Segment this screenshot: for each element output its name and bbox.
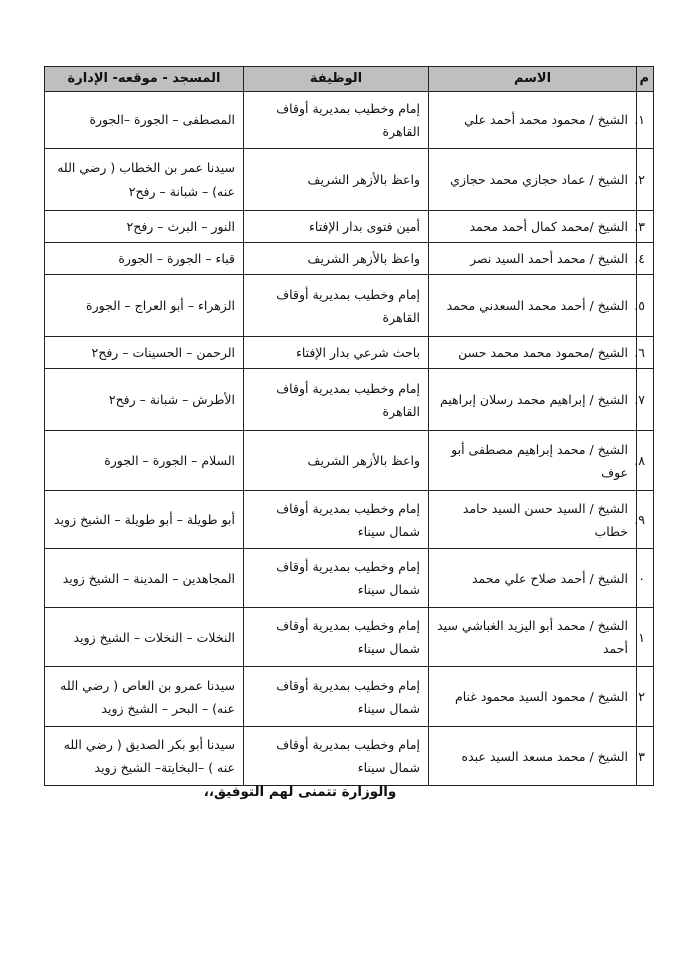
row-name: الشيخ / محمد مسعد السيد عبده bbox=[429, 727, 637, 786]
row-number: ٦. bbox=[637, 337, 654, 369]
table-row bbox=[45, 549, 654, 608]
header-num: م bbox=[637, 67, 654, 92]
row-place: الرحمن – الحسينات – رفح٢ bbox=[45, 337, 244, 369]
row-number: ١ bbox=[637, 608, 654, 667]
row-name: الشيخ / إبراهيم محمد رسلان إبراهيم bbox=[429, 369, 637, 431]
table-row bbox=[45, 491, 654, 549]
row-number: ٩. bbox=[637, 491, 654, 549]
row-name: الشيخ / عماد حجازي محمد حجازي bbox=[429, 149, 637, 211]
row-number: ٢ bbox=[637, 667, 654, 727]
row-number: ١. bbox=[637, 92, 654, 149]
table-row bbox=[45, 667, 654, 727]
table-row bbox=[45, 92, 654, 149]
row-job: إمام وخطيب بمديرية أوقاف شمال سيناء bbox=[244, 549, 429, 608]
table-row bbox=[45, 337, 654, 369]
row-place: الزهراء – أبو العراج – الجورة bbox=[45, 275, 244, 337]
row-job: إمام وخطيب بمديرية أوقاف القاهرة bbox=[244, 369, 429, 431]
row-number: ٤. bbox=[637, 243, 654, 275]
row-job: باحث شرعي بدار الإفتاء bbox=[244, 337, 429, 369]
row-job: إمام وخطيب بمديرية أوقاف شمال سيناء bbox=[244, 727, 429, 786]
row-place: النخلات – النخلات – الشيخ زويد bbox=[45, 608, 244, 667]
row-job: واعظ بالأزهر الشريف bbox=[244, 243, 429, 275]
table-row bbox=[45, 608, 654, 667]
header-place: المسجد - موقعه- الإدارة bbox=[45, 67, 244, 92]
row-name: الشيخ /محمود محمد محمد حسن bbox=[429, 337, 637, 369]
row-name: الشيخ /محمد كمال أحمد محمد bbox=[429, 211, 637, 243]
header-name: الاسم bbox=[429, 67, 637, 92]
row-place: المصطفى – الجورة –الجورة bbox=[45, 92, 244, 149]
row-place: النور – البرث – رفح٢ bbox=[45, 211, 244, 243]
row-name: الشيخ / محمد أحمد السيد نصر bbox=[429, 243, 637, 275]
row-place: سيدنا عمرو بن العاص ( رضي الله عنه) – البحر – الشيخ زويد bbox=[45, 667, 244, 727]
row-name: الشيخ / محمد إبراهيم مصطفى أبو عوف bbox=[429, 431, 637, 491]
row-name: الشيخ / محمود محمد أحمد علي bbox=[429, 92, 637, 149]
row-number: ٧. bbox=[637, 369, 654, 431]
row-place: المجاهدين – المدينة – الشيخ زويد bbox=[45, 549, 244, 608]
row-job: إمام وخطيب بمديرية أوقاف شمال سيناء bbox=[244, 491, 429, 549]
row-name: الشيخ / محمد أبو اليزيد الغباشي سيد أحمد bbox=[429, 608, 637, 667]
row-job: أمين فتوى بدار الإفتاء bbox=[244, 211, 429, 243]
table-row bbox=[45, 369, 654, 431]
imams-table bbox=[44, 66, 654, 786]
row-place: السلام – الجورة – الجورة bbox=[45, 431, 244, 491]
row-number: ٢. bbox=[637, 149, 654, 211]
header-job: الوظيفة bbox=[244, 67, 429, 92]
row-place: قباء – الجورة – الجورة bbox=[45, 243, 244, 275]
table-row bbox=[45, 149, 654, 211]
table-row bbox=[45, 243, 654, 275]
table-row bbox=[45, 211, 654, 243]
row-job: إمام وخطيب بمديرية أوقاف القاهرة bbox=[244, 92, 429, 149]
table-row bbox=[45, 431, 654, 491]
row-name: الشيخ / السيد حسن السيد حامد خطاب bbox=[429, 491, 637, 549]
row-job: إمام وخطيب بمديرية أوقاف شمال سيناء bbox=[244, 667, 429, 727]
row-place: سيدنا أبو بكر الصديق ( رضي الله عنه ) –البخايتة– الشيخ زويد bbox=[45, 727, 244, 786]
row-place: أبو طويلة – أبو طويلة – الشيخ زويد bbox=[45, 491, 244, 549]
row-job: إمام وخطيب بمديرية أوقاف القاهرة bbox=[244, 275, 429, 337]
table-row bbox=[45, 275, 654, 337]
table-row bbox=[45, 727, 654, 786]
row-number: ٠ bbox=[637, 549, 654, 608]
row-number: ٨. bbox=[637, 431, 654, 491]
row-number: ٣. bbox=[637, 211, 654, 243]
row-number: ٣ bbox=[637, 727, 654, 786]
row-place: سيدنا عمر بن الخطاب ( رضي الله عنه) – شبانة – رفح٢ bbox=[45, 149, 244, 211]
row-name: الشيخ / أحمد محمد السعدني محمد bbox=[429, 275, 637, 337]
row-number: ٥. bbox=[637, 275, 654, 337]
row-name: الشيخ / أحمد صلاح علي محمد bbox=[429, 549, 637, 608]
row-name: الشيخ / محمود السيد محمود غنام bbox=[429, 667, 637, 727]
closing-note: والوزارة تتمنى لهم التوفيق،، bbox=[203, 784, 397, 800]
table-header-row bbox=[45, 67, 654, 92]
row-place: الأطرش – شبانة – رفح٢ bbox=[45, 369, 244, 431]
row-job: واعظ بالأزهر الشريف bbox=[244, 149, 429, 211]
row-job: واعظ بالأزهر الشريف bbox=[244, 431, 429, 491]
row-job: إمام وخطيب بمديرية أوقاف شمال سيناء bbox=[244, 608, 429, 667]
